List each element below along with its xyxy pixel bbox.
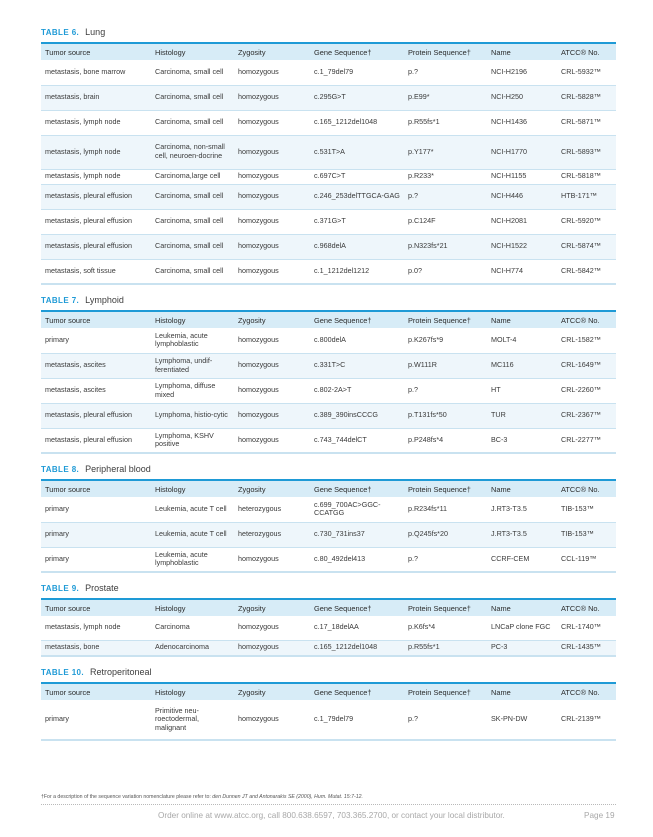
cell-source: primary	[45, 334, 69, 344]
header-atcc-no: ATCC® No.	[561, 687, 600, 697]
cell-name: NCI-H2196	[491, 66, 527, 76]
cell-zygosity: homozygous	[238, 434, 279, 444]
table-row	[41, 110, 616, 135]
cell-atcc[interactable]: CRL-1582™	[561, 334, 601, 344]
cell-atcc[interactable]: TIB-153™	[561, 503, 594, 513]
header-gene-sequence: Gene Sequence†	[314, 315, 372, 325]
header-name: Name	[491, 315, 511, 325]
cell-source: metastasis, lymph node	[45, 146, 121, 156]
cell-atcc[interactable]: HTB-171™	[561, 191, 597, 201]
cell-atcc[interactable]: CRL-5818™	[561, 171, 601, 181]
cell-zygosity: heterozygous	[238, 529, 282, 539]
header-histology: Histology	[155, 687, 186, 697]
cell-histology: Lymphoma, diffuse mixed	[155, 380, 216, 399]
cell-histology: Leukemia, acute lymphoblastic	[155, 549, 208, 568]
table-header	[41, 480, 616, 497]
header-atcc-no: ATCC® No.	[561, 603, 600, 613]
cell-protein: p.E99*	[408, 92, 430, 102]
header-gene-sequence: Gene Sequence†	[314, 687, 372, 697]
footnote-text: †For a description of the sequence variation nomenclature please refer to:	[41, 794, 213, 800]
cell-protein: p.P248fs*4	[408, 434, 444, 444]
cell-name: SK-PN-DW	[491, 714, 528, 724]
cell-protein: p.R55fs*1	[408, 117, 440, 127]
cell-source: primary	[45, 529, 69, 539]
header-protein-sequence: Protein Sequence†	[408, 315, 471, 325]
header-zygosity: Zygosity	[238, 603, 266, 613]
cell-atcc[interactable]: CRL-2260™	[561, 385, 601, 395]
header-name: Name	[491, 603, 511, 613]
table-row	[41, 353, 616, 378]
cell-zygosity: homozygous	[238, 117, 279, 127]
cell-zygosity: homozygous	[238, 265, 279, 275]
cell-atcc[interactable]: CRL-1649™	[561, 360, 601, 370]
table-section-peripheral-blood	[41, 464, 616, 573]
footer-divider	[41, 804, 616, 805]
header-zygosity: Zygosity	[238, 315, 266, 325]
cell-histology: Lymphoma, undif-ferentiated	[155, 355, 213, 374]
cell-protein: p.T131fs*50	[408, 410, 447, 420]
table-row	[41, 640, 616, 656]
cell-zygosity: homozygous	[238, 622, 279, 632]
cell-protein: p.?	[408, 66, 418, 76]
table-row	[41, 234, 616, 259]
cell-name: LNCaP clone FGC	[491, 622, 551, 632]
cell-histology: Carcinoma	[155, 622, 190, 632]
table-header	[41, 311, 616, 328]
table-header	[41, 599, 616, 616]
cell-name: MOLT-4	[491, 334, 517, 344]
header-zygosity: Zygosity	[238, 484, 266, 494]
cell-gene: c.331T>C	[314, 360, 346, 370]
cell-zygosity: homozygous	[238, 553, 279, 563]
table-row	[41, 616, 616, 640]
cell-histology: Leukemia, acute lymphoblastic	[155, 330, 208, 349]
table-row	[41, 259, 616, 284]
header-name: Name	[491, 687, 511, 697]
cell-gene: c.1_1212del1212	[314, 265, 370, 275]
cell-gene: c.730_731ins37	[314, 529, 365, 539]
cell-atcc[interactable]: TIB-153™	[561, 529, 594, 539]
cell-name: CCRF-CEM	[491, 553, 530, 563]
cell-atcc[interactable]: CRL-2139™	[561, 714, 601, 724]
cell-atcc[interactable]: CCL-119™	[561, 553, 597, 563]
cell-name: NCI-H1770	[491, 146, 527, 156]
cell-name: MC116	[491, 360, 514, 370]
table-row	[41, 497, 616, 522]
table-row	[41, 135, 616, 169]
cell-atcc[interactable]: CRL-2277™	[561, 434, 601, 444]
cell-protein: p.K6fs*4	[408, 622, 436, 632]
header-name: Name	[491, 47, 511, 57]
table-number: TABLE 8.	[41, 465, 80, 474]
cell-atcc[interactable]: CRL-5828™	[561, 92, 601, 102]
table-number: TABLE 10.	[41, 668, 85, 677]
header-gene-sequence: Gene Sequence†	[314, 603, 372, 613]
cell-gene: c.17_18delAA	[314, 622, 359, 632]
cell-protein: p.K267fs*9	[408, 334, 444, 344]
table-row	[41, 700, 616, 740]
cell-name: NCI-H446	[491, 191, 523, 201]
cell-gene: c.389_390insCCCG	[314, 410, 378, 420]
cell-name: J.RT3-T3.5	[491, 503, 527, 513]
cell-gene: c.743_744delCT	[314, 434, 367, 444]
cell-protein: p.W111R	[408, 360, 437, 370]
table-section-prostate	[41, 583, 616, 657]
cell-protein: p.Q245fs*20	[408, 529, 448, 539]
header-gene-sequence: Gene Sequence†	[314, 47, 372, 57]
cell-gene: c.531T>A	[314, 146, 345, 156]
footer-contact-text: Order online at www.atcc.org, call 800.638.6597, 703.365.2700, or contact your local distributor.	[158, 811, 505, 820]
cell-protein: p.?	[408, 385, 418, 395]
cell-source: primary	[45, 714, 69, 724]
cell-zygosity: homozygous	[238, 146, 279, 156]
table-title: Lung	[85, 27, 106, 37]
table-title: Lymphoid	[85, 295, 124, 305]
cell-protein: p.Y177*	[408, 146, 434, 156]
header-name: Name	[491, 484, 511, 494]
table-row	[41, 184, 616, 209]
cell-protein: p.R234fs*11	[408, 503, 448, 513]
cell-atcc[interactable]: CRL-5920™	[561, 216, 601, 226]
cell-source: metastasis, pleural effusion	[45, 410, 132, 420]
cell-zygosity: heterozygous	[238, 503, 282, 513]
cell-histology: Carcinoma, small cell	[155, 241, 224, 251]
cell-histology: Lymphoma, KSHV positive	[155, 430, 214, 449]
header-protein-sequence: Protein Sequence†	[408, 484, 471, 494]
cell-histology: Carcinoma, non-small cell, neuroen-docrine	[155, 142, 225, 160]
page-number: Page 19	[584, 811, 615, 820]
header-tumor-source: Tumor source	[45, 687, 91, 697]
table-row	[41, 428, 616, 453]
header-atcc-no: ATCC® No.	[561, 315, 600, 325]
header-gene-sequence: Gene Sequence†	[314, 484, 372, 494]
cell-histology: Primitive neu-roectodermal, malignant	[155, 705, 199, 732]
cell-zygosity: homozygous	[238, 642, 279, 652]
cell-name: NCI-H1155	[491, 171, 527, 181]
table-number: TABLE 6.	[41, 28, 80, 37]
header-protein-sequence: Protein Sequence†	[408, 47, 471, 57]
cell-name: BC-3	[491, 434, 508, 444]
cell-histology: Leukemia, acute T cell	[155, 503, 227, 513]
cell-atcc[interactable]: CRL-1435™	[561, 642, 601, 652]
header-histology: Histology	[155, 315, 186, 325]
cell-gene: c.968delA	[314, 241, 346, 251]
cell-atcc[interactable]: CRL-2367™	[561, 410, 601, 420]
cell-atcc[interactable]: CRL-1740™	[561, 622, 601, 632]
footnote-citation: den Dunnen JT and Antonarakis SE (2000), Hum. Mutat. 15:7-12.	[212, 794, 363, 800]
cell-zygosity: homozygous	[238, 216, 279, 226]
cell-source: metastasis, lymph node	[45, 171, 121, 181]
table-section-lung	[41, 27, 616, 285]
cell-protein: p.R233*	[408, 171, 434, 181]
cell-name: PC-3	[491, 642, 508, 652]
cell-protein: p.?	[408, 553, 418, 563]
header-histology: Histology	[155, 484, 186, 494]
cell-name: NCI-H2081	[491, 216, 527, 226]
cell-source: metastasis, lymph node	[45, 622, 121, 632]
table-caption	[41, 583, 616, 598]
table-title: Prostate	[85, 583, 119, 593]
header-histology: Histology	[155, 47, 186, 57]
table-section-retroperitoneal	[41, 667, 616, 741]
table-caption	[41, 464, 616, 479]
cell-source: metastasis, lymph node	[45, 117, 121, 127]
cell-histology: Carcinoma,large cell	[155, 171, 221, 181]
cell-source: metastasis, bone marrow	[45, 66, 126, 76]
table-row	[41, 522, 616, 547]
table-number: TABLE 9.	[41, 584, 80, 593]
cell-histology: Lymphoma, histio-cytic	[155, 410, 228, 420]
cell-gene: c.165_1212del1048	[314, 117, 378, 127]
header-atcc-no: ATCC® No.	[561, 484, 600, 494]
table-row	[41, 328, 616, 353]
cell-histology: Leukemia, acute T cell	[155, 529, 227, 539]
cell-source: metastasis, bone	[45, 642, 100, 652]
cell-atcc[interactable]: CRL-5932™	[561, 66, 601, 76]
cell-zygosity: homozygous	[238, 714, 279, 724]
cell-source: metastasis, brain	[45, 92, 100, 102]
cell-protein: p.C124F	[408, 216, 436, 226]
cell-gene: c.295G>T	[314, 92, 346, 102]
cell-histology: Carcinoma, small cell	[155, 191, 224, 201]
table-header	[41, 683, 616, 700]
header-zygosity: Zygosity	[238, 47, 266, 57]
tables-container	[41, 27, 616, 751]
table-row	[41, 85, 616, 110]
cell-protein: p.N323fs*21	[408, 241, 448, 251]
cell-name: NCI-H1436	[491, 117, 527, 127]
cell-histology: Adenocarcinoma	[155, 642, 209, 652]
header-protein-sequence: Protein Sequence†	[408, 603, 471, 613]
cell-zygosity: homozygous	[238, 410, 279, 420]
cell-atcc[interactable]: CRL-5874™	[561, 241, 601, 251]
cell-gene: c.697C>T	[314, 171, 346, 181]
header-zygosity: Zygosity	[238, 687, 266, 697]
table-row	[41, 547, 616, 572]
table-header	[41, 43, 616, 60]
cell-zygosity: homozygous	[238, 241, 279, 251]
mutation-table	[41, 598, 616, 657]
cell-histology: Carcinoma, small cell	[155, 92, 224, 102]
cell-zygosity: homozygous	[238, 191, 279, 201]
table-caption	[41, 295, 616, 310]
cell-source: primary	[45, 553, 69, 563]
cell-atcc[interactable]: CRL-5893™	[561, 146, 601, 156]
cell-gene: c.165_1212del1048	[314, 642, 378, 652]
cell-gene: c.1_79del79	[314, 66, 354, 76]
table-row	[41, 209, 616, 234]
cell-source: metastasis, pleural effusion	[45, 191, 132, 201]
cell-gene: c.371G>T	[314, 216, 346, 226]
table-title: Retroperitoneal	[90, 667, 152, 677]
table-caption	[41, 27, 616, 42]
table-section-lymphoid	[41, 295, 616, 454]
cell-source: metastasis, ascites	[45, 360, 106, 370]
table-row	[41, 378, 616, 403]
cell-zygosity: homozygous	[238, 92, 279, 102]
cell-source: metastasis, pleural effusion	[45, 216, 132, 226]
header-tumor-source: Tumor source	[45, 484, 91, 494]
cell-name: NCI-H250	[491, 92, 523, 102]
cell-name: HT	[491, 385, 501, 395]
header-atcc-no: ATCC® No.	[561, 47, 600, 57]
cell-atcc[interactable]: CRL-5871™	[561, 117, 601, 127]
table-row	[41, 403, 616, 428]
table-title: Peripheral blood	[85, 464, 151, 474]
table-number: TABLE 7.	[41, 296, 80, 305]
cell-protein: p.R55fs*1	[408, 642, 440, 652]
cell-zygosity: homozygous	[238, 334, 279, 344]
mutation-table	[41, 682, 616, 741]
mutation-table	[41, 479, 616, 573]
header-tumor-source: Tumor source	[45, 603, 91, 613]
cell-zygosity: homozygous	[238, 385, 279, 395]
cell-source: metastasis, soft tissue	[45, 265, 116, 275]
cell-gene: c.80_492del413	[314, 553, 366, 563]
mutation-table	[41, 310, 616, 454]
cell-name: J.RT3-T3.5	[491, 529, 527, 539]
cell-zygosity: homozygous	[238, 360, 279, 370]
table-caption	[41, 667, 616, 682]
cell-source: primary	[45, 503, 69, 513]
header-protein-sequence: Protein Sequence†	[408, 687, 471, 697]
footnote	[41, 794, 363, 800]
cell-protein: p.0?	[408, 265, 422, 275]
table-row	[41, 60, 616, 85]
cell-source: metastasis, pleural effusion	[45, 241, 132, 251]
cell-gene: c.699_700AC>GGC-CCATGG	[314, 499, 381, 518]
cell-gene: c.802-2A>T	[314, 385, 352, 395]
cell-gene: c.246_253delTTGCA-GAG	[314, 191, 400, 201]
cell-zygosity: homozygous	[238, 171, 279, 181]
cell-gene: c.800delA	[314, 334, 346, 344]
cell-name: NCI-H1522	[491, 241, 527, 251]
cell-histology: Carcinoma, small cell	[155, 216, 224, 226]
cell-histology: Carcinoma, small cell	[155, 66, 224, 76]
cell-source: metastasis, ascites	[45, 385, 106, 395]
mutation-table	[41, 42, 616, 285]
cell-source: metastasis, pleural effusion	[45, 434, 132, 444]
cell-histology: Carcinoma, small cell	[155, 265, 224, 275]
cell-atcc[interactable]: CRL-5842™	[561, 265, 601, 275]
cell-zygosity: homozygous	[238, 66, 279, 76]
table-row	[41, 169, 616, 184]
cell-name: NCI-H774	[491, 265, 523, 275]
header-tumor-source: Tumor source	[45, 315, 91, 325]
cell-name: TUR	[491, 410, 506, 420]
cell-protein: p.?	[408, 714, 418, 724]
cell-histology: Carcinoma, small cell	[155, 117, 224, 127]
cell-gene: c.1_79del79	[314, 714, 354, 724]
cell-protein: p.?	[408, 191, 418, 201]
header-tumor-source: Tumor source	[45, 47, 91, 57]
header-histology: Histology	[155, 603, 186, 613]
